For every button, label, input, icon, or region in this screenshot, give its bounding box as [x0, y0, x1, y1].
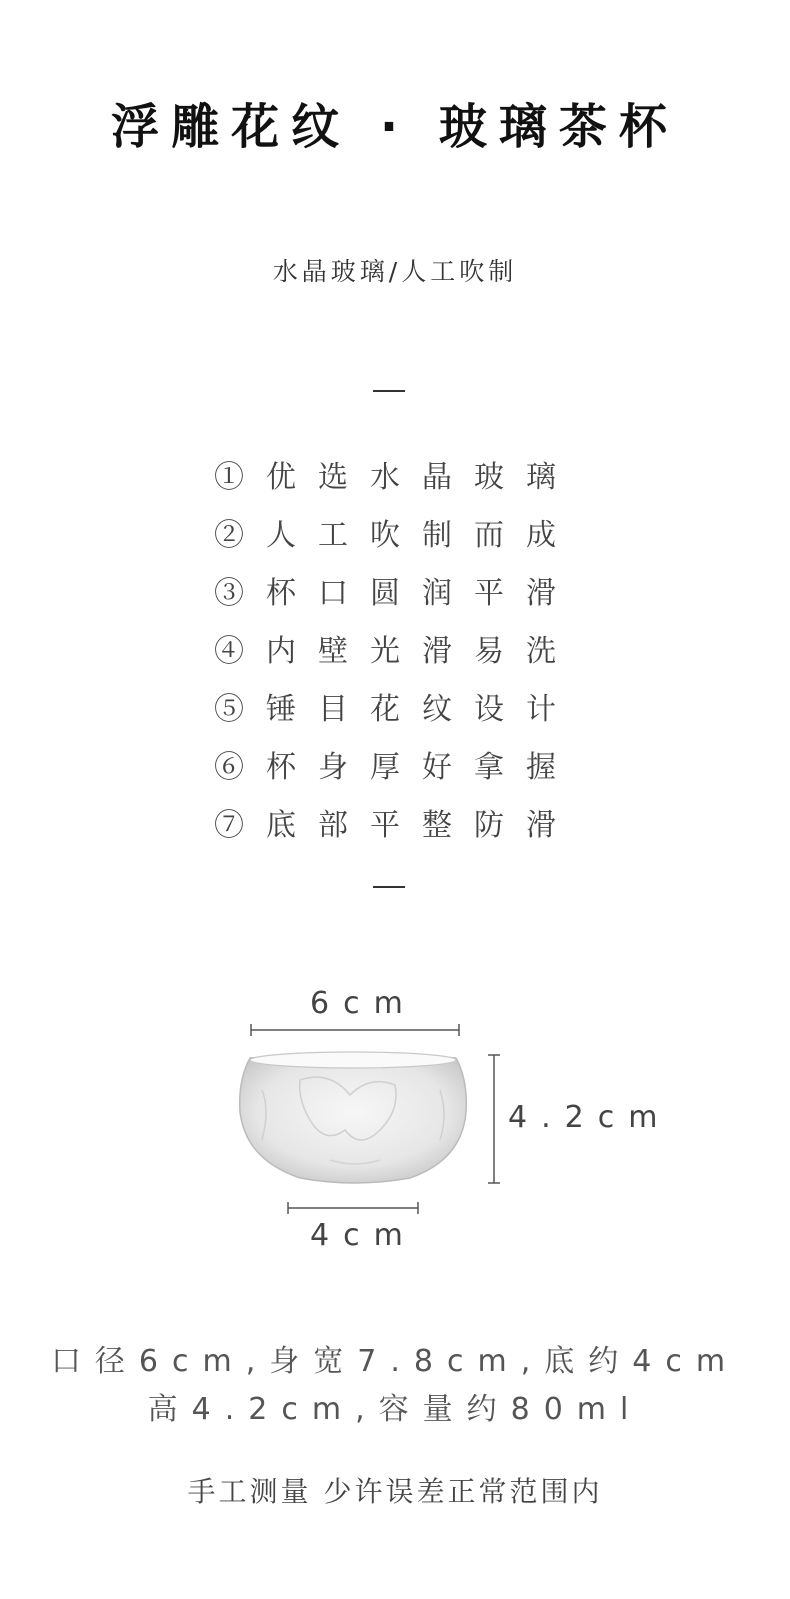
top-dimension-line: [251, 1024, 459, 1036]
spec-line-1: 口径6cm,身宽7.8cm,底约4cm: [50, 1344, 740, 1379]
feature-item: ⑤锤目花纹设计: [214, 692, 578, 727]
measurement-note: 手工测量 少许误差正常范围内: [187, 1475, 603, 1508]
page-title: 浮雕花纹 · 玻璃茶杯: [111, 99, 679, 155]
feature-item: ②人工吹制而成: [214, 518, 578, 553]
feature-item: ④内壁光滑易洗: [214, 634, 578, 669]
height-dimension-line: [488, 1055, 500, 1183]
spec-line-2: 高4.2cm,容量约80ml: [147, 1392, 643, 1427]
feature-item: ①优选水晶玻璃: [214, 460, 578, 495]
bottom-width-label: 4cm: [310, 1218, 417, 1253]
height-label: 4.2cm: [508, 1100, 672, 1135]
feature-item: ⑥杯身厚好拿握: [214, 750, 578, 785]
feature-item: ⑦底部平整防滑: [214, 808, 578, 843]
top-width-label: 6cm: [310, 986, 417, 1021]
feature-item: ③杯口圆润平滑: [214, 576, 578, 611]
bottom-dimension-line: [288, 1202, 418, 1214]
subtitle: 水晶玻璃/人工吹制: [272, 257, 518, 286]
glass-cup: [240, 1052, 467, 1183]
